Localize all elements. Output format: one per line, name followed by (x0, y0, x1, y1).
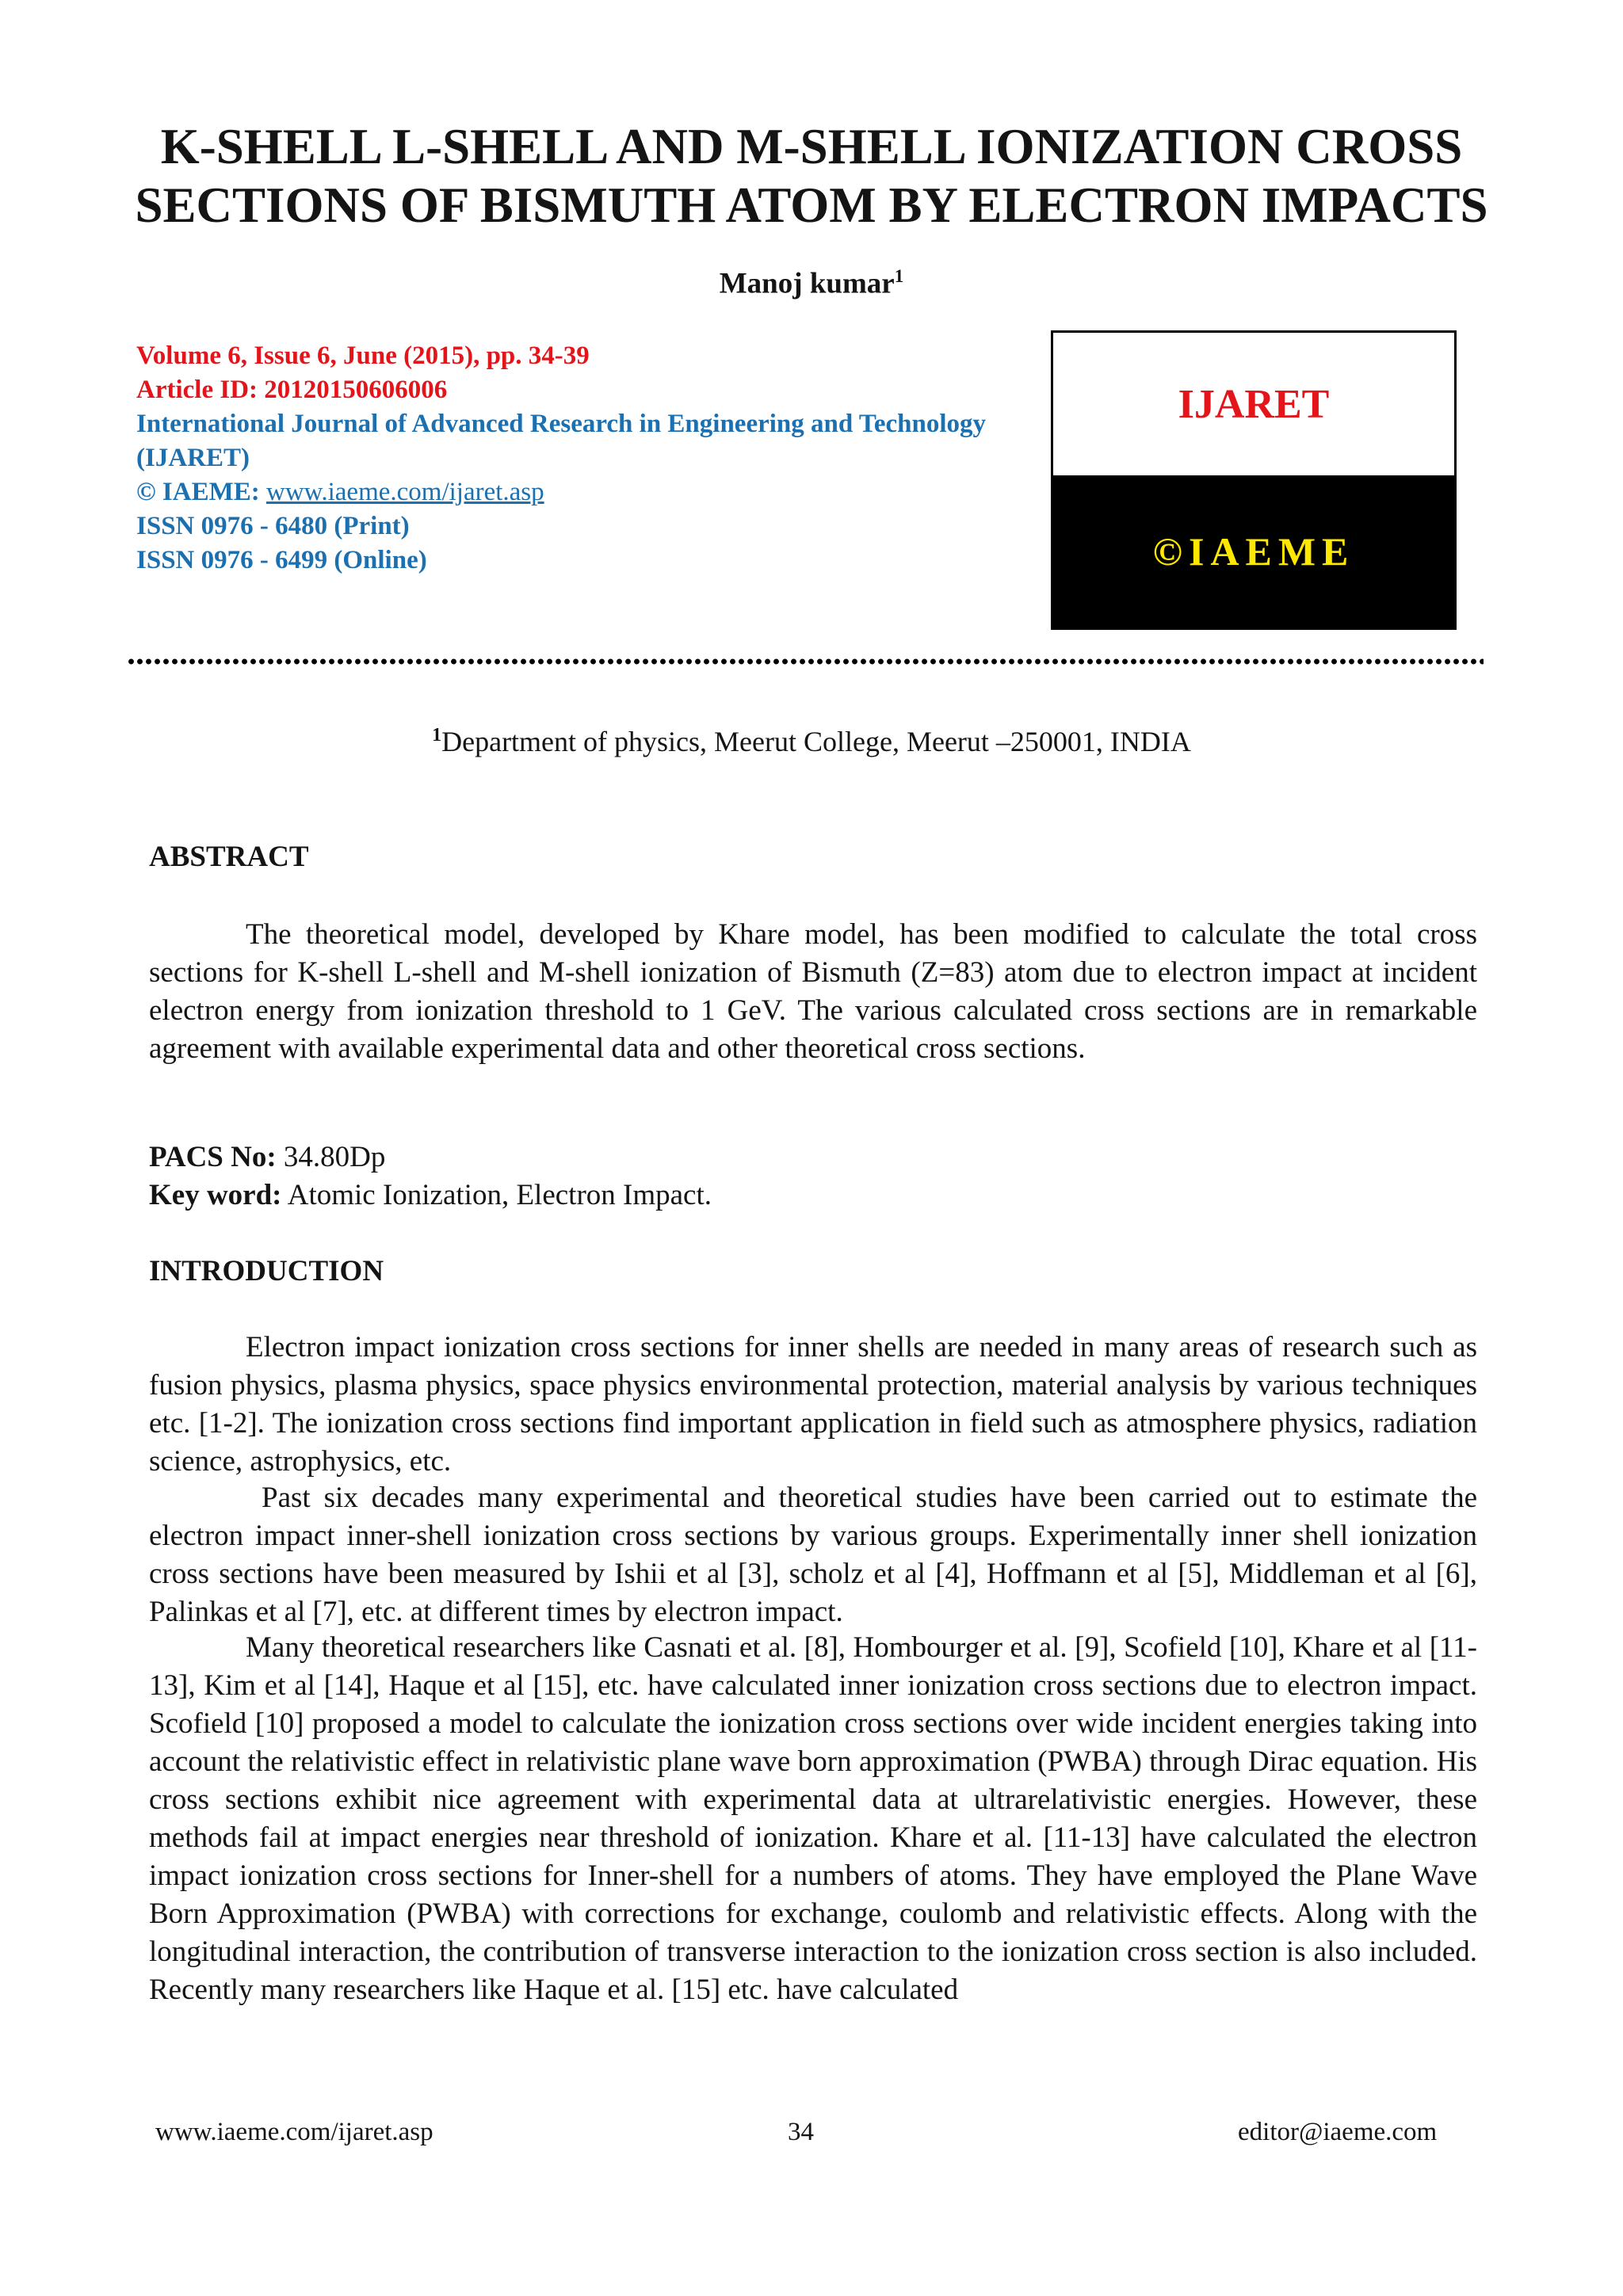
author (0, 266, 1623, 300)
affiliation-superscript: 1 (432, 725, 442, 746)
intro-paragraph-3: Many theoretical researchers like Casnati et al. [8], Hombourger et al. [9], Scofield [10], Khare et al [11-13], Kim et al [14], Haque et al [15], etc. have calculated inner ionization cross sections due to electron impact. Scofield [10] proposed a model to calculate the ionization cross sections over wide incident energies taking into account the relativistic effect in relativistic plane wave born approximation (PWBA) through Dirac equation. His cross sections exhibit nice agreement with experimental data at ultrarelativistic energies. However, these methods fail at impact energies near threshold of ionization. Khare et al. [11-13] have calculated the electron impact ionization cross sections for Inner-shell for a numbers of atoms. They have employed the Plane Wave Born Approximation (PWBA) with corrections for exchange, coulomb and relativistic effects. Along with the longitudinal interaction, the contribution of transverse interaction to the ionization cross section is also included. Recently many researchers like Haque et al. [15] etc. have calculated (149, 1631, 1477, 2006)
pacs-label: PACS No: (149, 1141, 277, 1173)
volume-info: Volume 6, Issue 6, June (2015), pp. 34-39 (136, 341, 590, 370)
author-superscript: 1 (894, 266, 904, 286)
iaeme-line (136, 475, 1008, 509)
keywords-line (149, 1177, 712, 1215)
issn-print: ISSN 0976 - 6480 (Print) (136, 512, 410, 540)
page-number: 34 (788, 2118, 814, 2146)
paper-title: K-SHELL L-SHELL AND M-SHELL IONIZATION CROSS SECTIONS OF BISMUTH ATOM BY ELECTRON IMPACTS (135, 119, 1488, 233)
affiliation-text: Department of physics, Meerut College, Meerut –250001, INDIA (441, 726, 1191, 757)
abstract-text: The theoretical model, developed by Khare model, has been modified to calculate the total cross sections for K-shell L-shell and M-shell ionization of Bismuth (Z=83) atom due to electron impact at incident electron energy from ionization threshold to 1 GeV. The various calculated cross sections are in remarkable agreement with available experimental data and other theoretical cross sections. (149, 918, 1477, 1065)
dotted-divider (127, 658, 1484, 666)
publication-info (136, 339, 1008, 578)
intro-paragraph-1: Electron impact ionization cross sections for inner shells are needed in many areas of research such as fusion physics, plasma physics, space physics environmental protection, material analysis by various techniques etc. [1-2]. The ionization cross sections find important application in field such as atmosphere physics, radiation science, astrophysics, etc. (149, 1331, 1477, 1478)
keywords-value: Atomic Ionization, Electron Impact. (287, 1179, 712, 1211)
intro-paragraph-2: Past six decades many experimental and theoretical studies have been carried out to estimate the electron impact inner-shell ionization cross sections by various groups. Experimentally inner shell ionization cross sections have been measured by Ishii et al [3], scholz et al [4], Hoffmann et al [5], Middleman et al [6], Palinkas et al [7], etc. at different times by electron impact. (149, 1482, 1477, 1628)
article-id: Article ID: 20120150606006 (136, 376, 448, 404)
author-name: Manoj kumar (719, 267, 895, 300)
logo-publisher: ©IAEME (1053, 475, 1454, 627)
introduction-heading: INTRODUCTION (149, 1255, 384, 1287)
logo-journal-name: IJARET (1178, 381, 1330, 427)
journal-name: International Journal of Advanced Research in Engineering and Technology (IJARET) (136, 410, 987, 472)
abstract-heading: ABSTRACT (149, 841, 309, 873)
iaeme-label: © IAEME: (136, 478, 260, 506)
affiliation (0, 725, 1623, 758)
journal-logo (1051, 330, 1457, 630)
iaeme-link[interactable]: www.iaeme.com/ijaret.asp (266, 478, 544, 506)
footer-email: editor@iaeme.com (1238, 2118, 1438, 2146)
pacs-value: 34.80Dp (283, 1141, 386, 1173)
keywords-label: Key word: (149, 1179, 282, 1211)
pacs-line (149, 1138, 385, 1177)
footer-url: www.iaeme.com/ijaret.asp (155, 2118, 433, 2146)
issn-online: ISSN 0976 - 6499 (Online) (136, 546, 427, 574)
